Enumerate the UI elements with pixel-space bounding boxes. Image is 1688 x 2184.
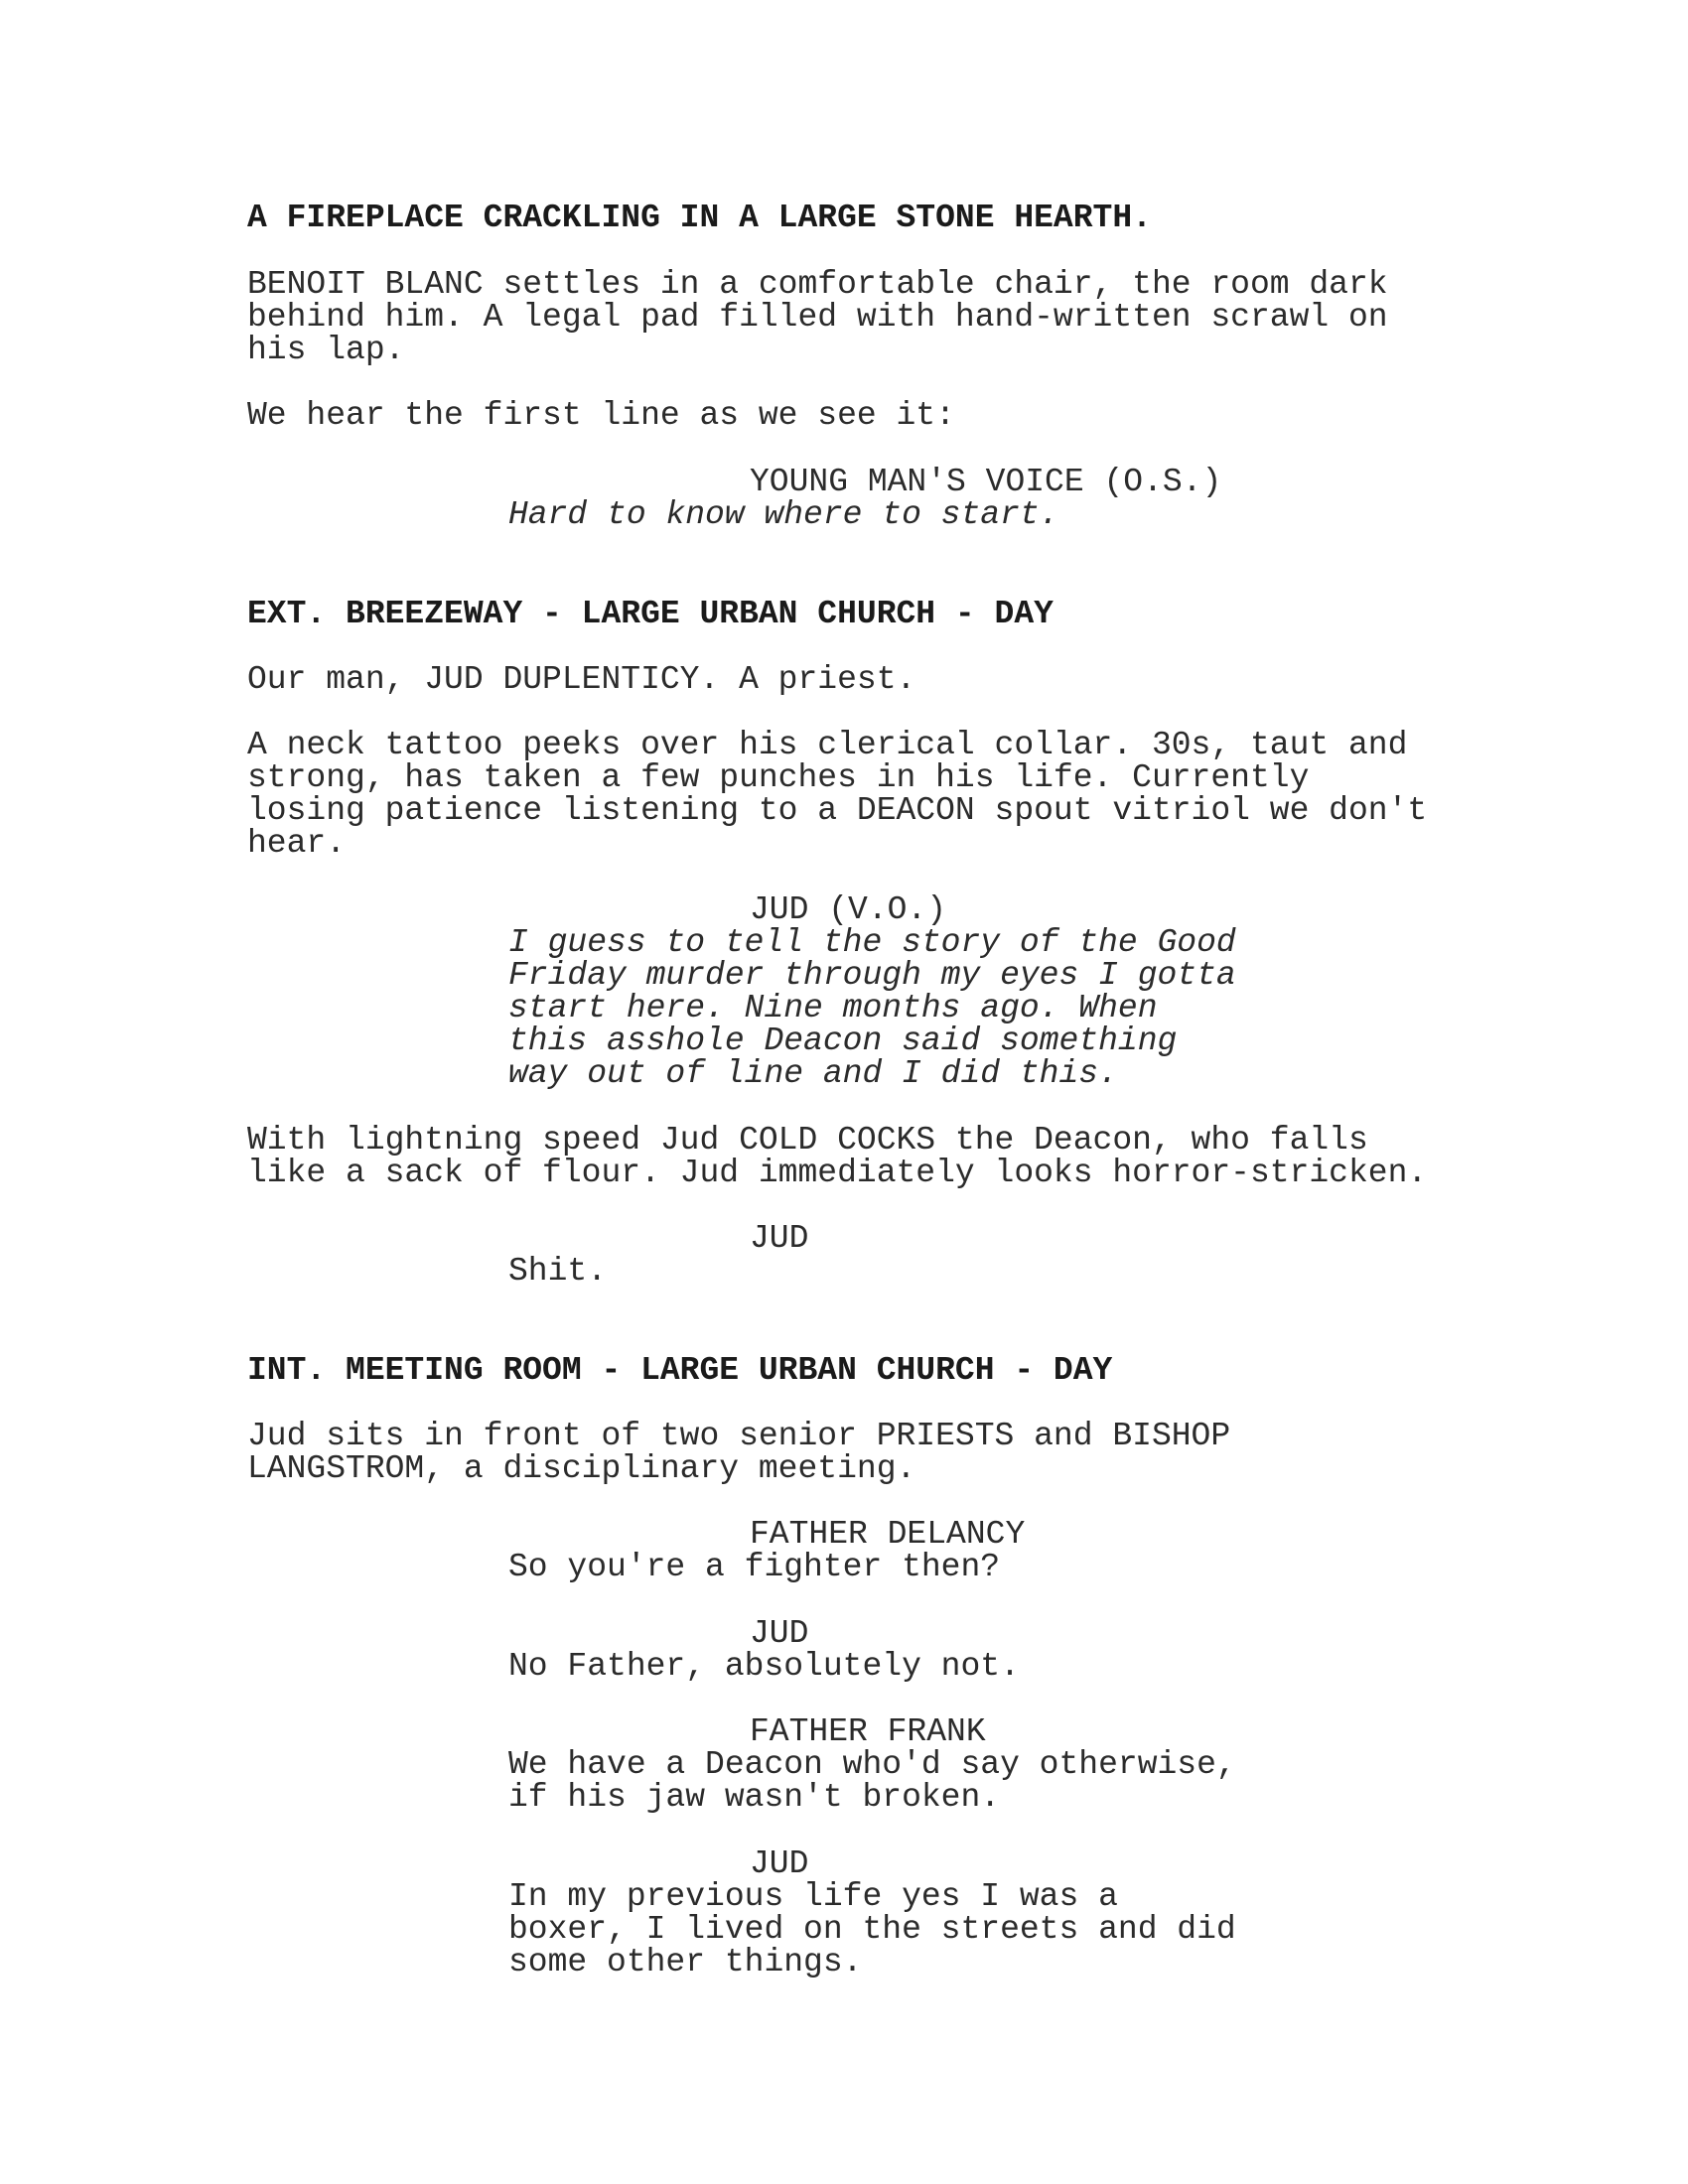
dialogue-line: No Father, absolutely not. <box>508 1648 1020 1685</box>
dialogue-line: Friday murder through my eyes I gotta <box>508 957 1236 994</box>
action-line: With lightning speed Jud COLD COCKS the Deacon, who falls <box>247 1122 1368 1159</box>
character-cue: JUD (V.O.) <box>750 891 947 928</box>
action-line: We hear the first line as we see it: <box>247 397 955 434</box>
character-cue: YOUNG MAN'S VOICE (O.S.) <box>750 464 1222 500</box>
dialogue-line: this asshole Deacon said something <box>508 1023 1178 1059</box>
dialogue-line: We have a Deacon who'd say otherwise, <box>508 1746 1236 1783</box>
character-cue: JUD <box>750 1220 809 1257</box>
action-line: like a sack of flour. Jud immediately looks horror-stricken. <box>247 1155 1428 1191</box>
character-cue: FATHER DELANCY <box>750 1516 1026 1553</box>
action-line: Our man, JUD DUPLENTICY. A priest. <box>247 661 916 698</box>
dialogue-line: if his jaw wasn't broken. <box>508 1779 1001 1816</box>
dialogue-line: I guess to tell the story of the Good <box>508 924 1236 961</box>
dialogue-line: So you're a fighter then? <box>508 1549 1001 1585</box>
dialogue-line: In my previous life yes I was a <box>508 1878 1118 1915</box>
character-cue: JUD <box>750 1615 809 1652</box>
action-line: his lap. <box>247 332 405 368</box>
action-line: hear. <box>247 825 347 862</box>
scene-heading-meeting-room: INT. MEETING ROOM - LARGE URBAN CHURCH - DAY <box>247 1352 1113 1389</box>
dialogue-line: start here. Nine months ago. When <box>508 990 1158 1026</box>
action-line: strong, has taken a few punches in his life. Currently <box>247 759 1310 796</box>
dialogue-line: boxer, I lived on the streets and did <box>508 1911 1236 1948</box>
action-line: behind him. A legal pad filled with hand-written scrawl on <box>247 299 1388 336</box>
dialogue-line: way out of line and I did this. <box>508 1055 1118 1092</box>
action-line: A neck tattoo peeks over his clerical collar. 30s, taut and <box>247 727 1408 763</box>
dialogue-line: some other things. <box>508 1944 863 1980</box>
action-line: losing patience listening to a DEACON spout vitriol we don't <box>247 792 1428 829</box>
action-line: BENOIT BLANC settles in a comfortable chair, the room dark <box>247 266 1388 303</box>
character-cue: JUD <box>750 1845 809 1882</box>
action-line: Jud sits in front of two senior PRIESTS and BISHOP <box>247 1418 1231 1454</box>
scene-heading-fireplace: A FIREPLACE CRACKLING IN A LARGE STONE HEARTH. <box>247 200 1152 236</box>
dialogue-line: Shit. <box>508 1253 608 1290</box>
character-cue: FATHER FRANK <box>750 1713 986 1750</box>
scene-heading-breezeway: EXT. BREEZEWAY - LARGE URBAN CHURCH - DAY <box>247 596 1054 632</box>
action-line: LANGSTROM, a disciplinary meeting. <box>247 1450 916 1487</box>
dialogue-line: Hard to know where to start. <box>508 496 1059 533</box>
